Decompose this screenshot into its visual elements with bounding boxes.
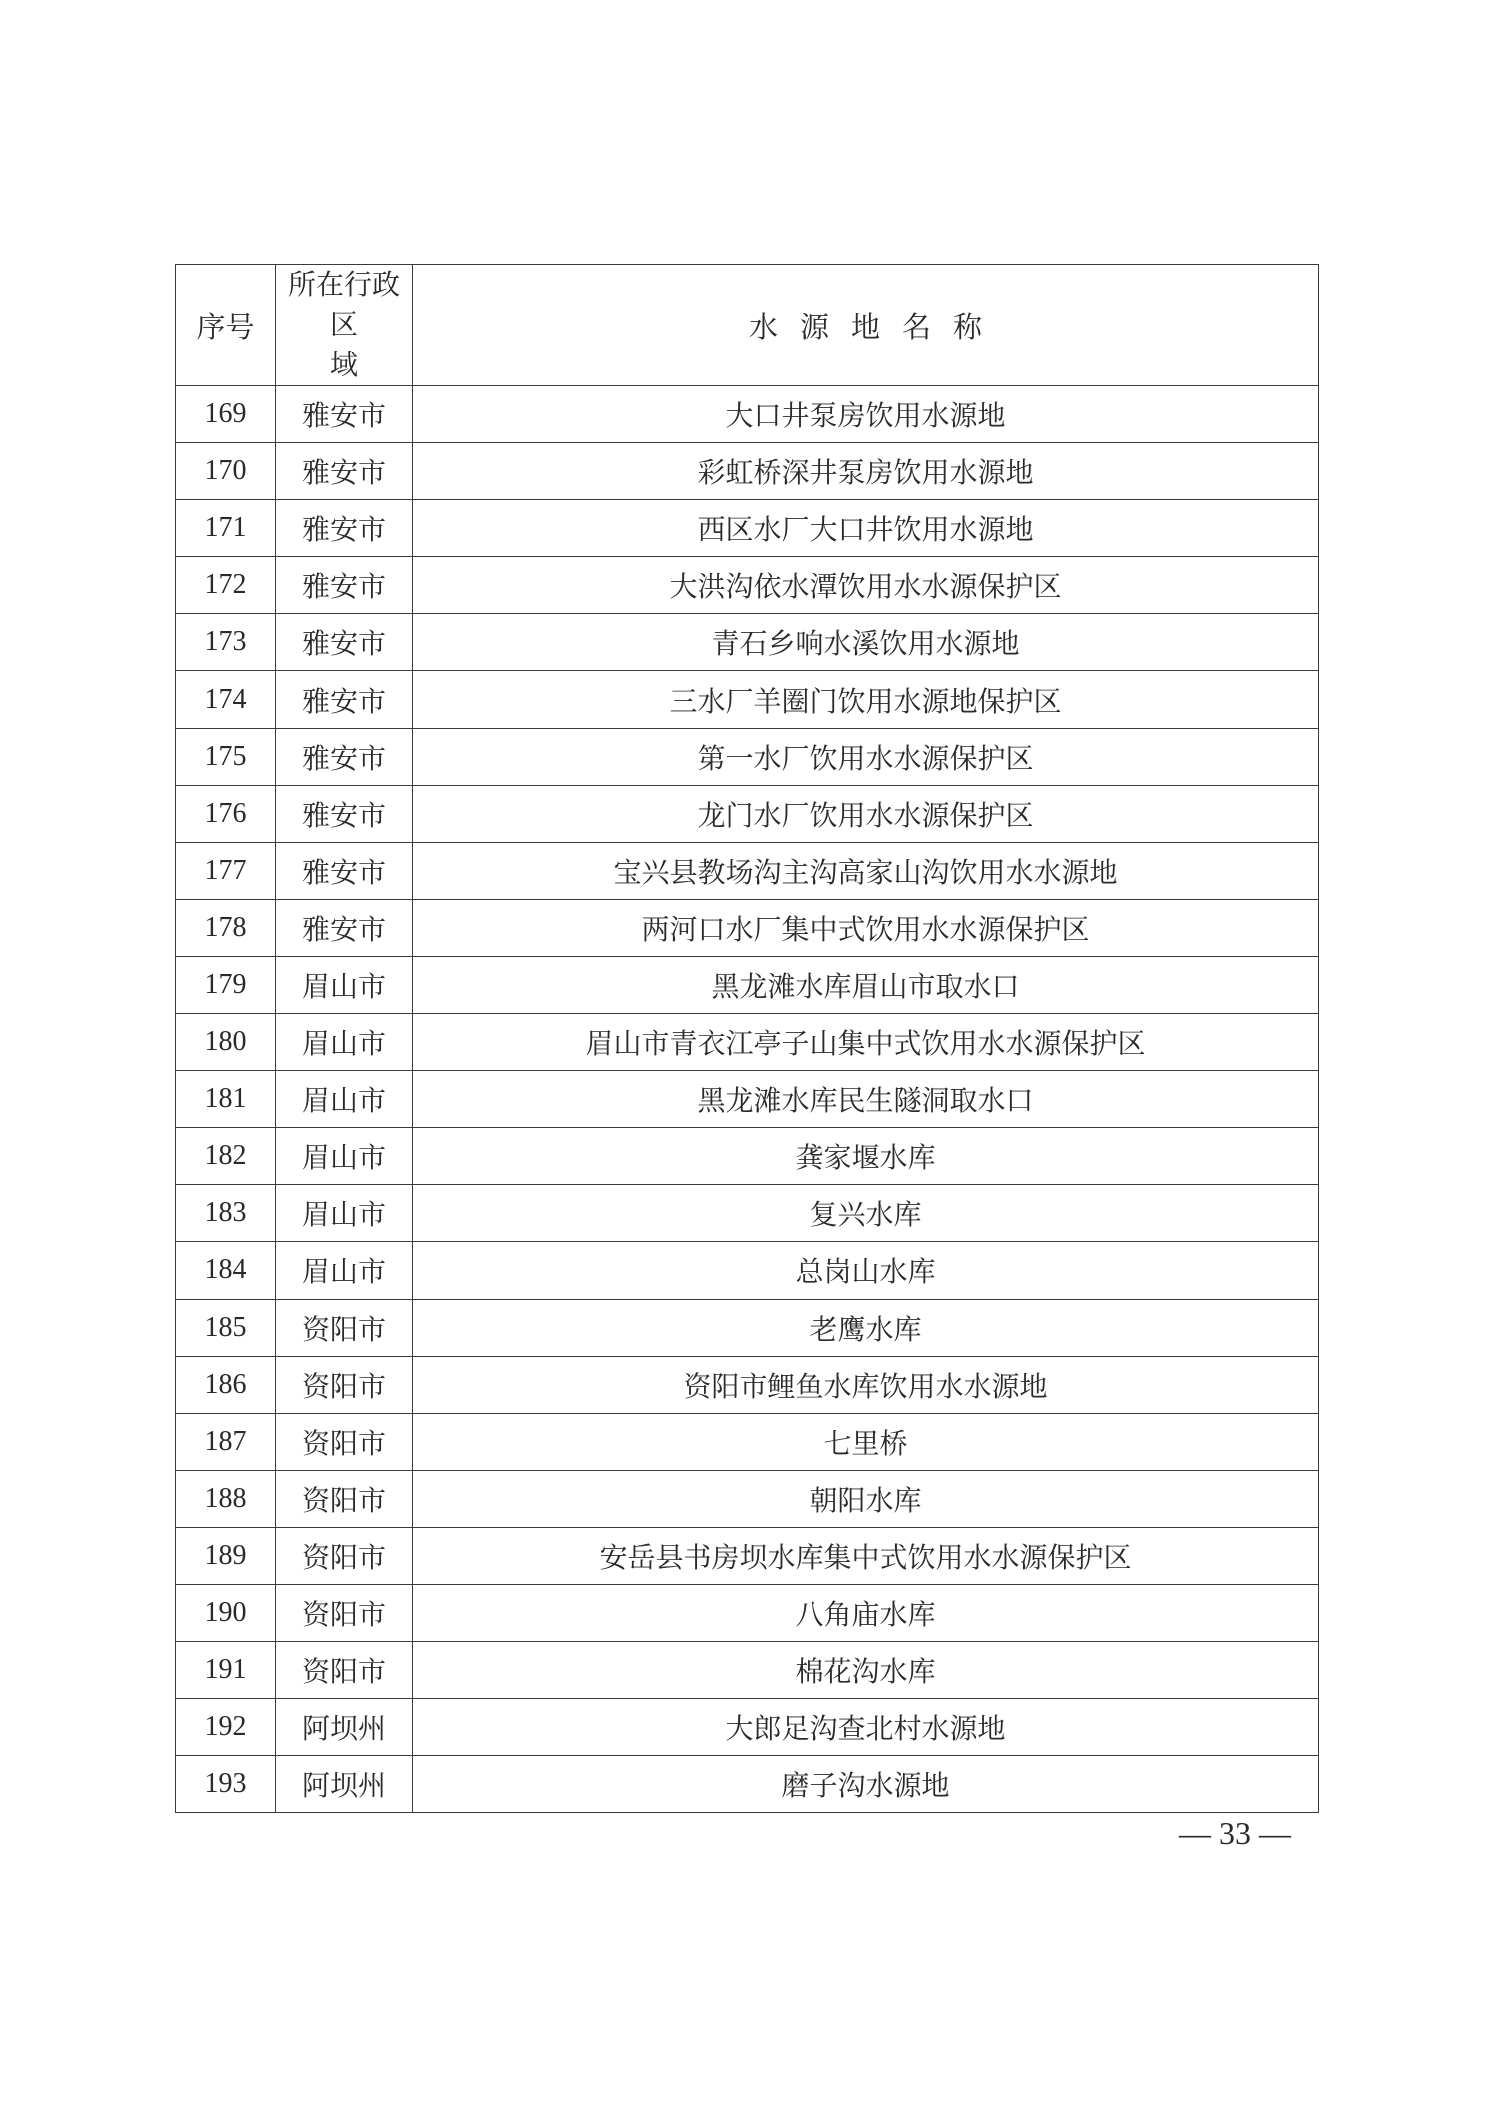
row-source-name: 总岗山水库	[413, 1242, 1319, 1299]
table-row	[176, 1299, 1319, 1356]
row-region: 眉山市	[276, 1185, 413, 1242]
row-number: 171	[176, 500, 276, 557]
row-number: 193	[176, 1756, 276, 1813]
row-region: 雅安市	[276, 899, 413, 956]
row-source-name: 黑龙滩水库眉山市取水口	[413, 956, 1319, 1013]
row-source-name: 资阳市鲤鱼水库饮用水水源地	[413, 1356, 1319, 1413]
row-source-name: 宝兴县教场沟主沟高家山沟饮用水水源地	[413, 842, 1319, 899]
row-source-name: 复兴水库	[413, 1185, 1319, 1242]
table-row	[176, 899, 1319, 956]
table-row	[176, 1242, 1319, 1299]
water-source-table-wrapper	[175, 264, 1318, 1813]
row-source-name: 两河口水厂集中式饮用水水源保护区	[413, 899, 1319, 956]
row-region: 眉山市	[276, 1014, 413, 1071]
table-row	[176, 443, 1319, 500]
row-number: 191	[176, 1642, 276, 1699]
row-region: 资阳市	[276, 1470, 413, 1527]
row-number: 170	[176, 443, 276, 500]
table-row	[176, 614, 1319, 671]
row-source-name: 八角庙水库	[413, 1584, 1319, 1641]
page-number: — 33 —	[1179, 1815, 1291, 1851]
header-region	[276, 265, 413, 386]
row-region: 资阳市	[276, 1356, 413, 1413]
table-row	[176, 386, 1319, 443]
table-row	[176, 842, 1319, 899]
table-row	[176, 1413, 1319, 1470]
row-number: 188	[176, 1470, 276, 1527]
table-row	[176, 671, 1319, 728]
row-source-name: 三水厂羊圈门饮用水源地保护区	[413, 671, 1319, 728]
row-region: 雅安市	[276, 728, 413, 785]
row-number: 187	[176, 1413, 276, 1470]
table-row	[176, 500, 1319, 557]
row-source-name: 彩虹桥深井泵房饮用水源地	[413, 443, 1319, 500]
row-number: 176	[176, 785, 276, 842]
table-body	[176, 386, 1319, 1813]
row-region: 资阳市	[276, 1527, 413, 1584]
header-name: 水源地名称	[413, 265, 1319, 386]
table-row	[176, 1584, 1319, 1641]
row-number: 190	[176, 1584, 276, 1641]
row-source-name: 第一水厂饮用水水源保护区	[413, 728, 1319, 785]
row-region: 资阳市	[276, 1584, 413, 1641]
row-region: 资阳市	[276, 1642, 413, 1699]
table-header-row	[176, 265, 1319, 386]
row-source-name: 老鹰水库	[413, 1299, 1319, 1356]
row-number: 175	[176, 728, 276, 785]
row-region: 眉山市	[276, 1071, 413, 1128]
header-number: 序号	[176, 265, 276, 386]
row-source-name: 磨子沟水源地	[413, 1756, 1319, 1813]
header-region-line2: 区域	[329, 308, 406, 381]
row-number: 169	[176, 386, 276, 443]
row-source-name: 青石乡响水溪饮用水源地	[413, 614, 1319, 671]
row-number: 185	[176, 1299, 276, 1356]
row-number: 183	[176, 1185, 276, 1242]
row-number: 172	[176, 557, 276, 614]
table-row	[176, 557, 1319, 614]
row-region: 雅安市	[276, 671, 413, 728]
row-number: 181	[176, 1071, 276, 1128]
row-source-name: 朝阳水库	[413, 1470, 1319, 1527]
row-region: 雅安市	[276, 614, 413, 671]
row-source-name: 黑龙滩水库民生隧洞取水口	[413, 1071, 1319, 1128]
table-row	[176, 956, 1319, 1013]
row-number: 173	[176, 614, 276, 671]
row-region: 雅安市	[276, 557, 413, 614]
row-region: 阿坝州	[276, 1756, 413, 1813]
row-source-name: 西区水厂大口井饮用水源地	[413, 500, 1319, 557]
row-source-name: 眉山市青衣江亭子山集中式饮用水水源保护区	[413, 1014, 1319, 1071]
row-number: 192	[176, 1699, 276, 1756]
header-region-line1: 所在行政	[287, 268, 400, 301]
row-number: 186	[176, 1356, 276, 1413]
table-row	[176, 1642, 1319, 1699]
row-number: 180	[176, 1014, 276, 1071]
row-source-name: 七里桥	[413, 1413, 1319, 1470]
row-source-name: 大口井泵房饮用水源地	[413, 386, 1319, 443]
table-row	[176, 1470, 1319, 1527]
table-row	[176, 1071, 1319, 1128]
table-row	[176, 1756, 1319, 1813]
table-row	[176, 1356, 1319, 1413]
row-number: 189	[176, 1527, 276, 1584]
row-source-name: 龚家堰水库	[413, 1128, 1319, 1185]
row-number: 177	[176, 842, 276, 899]
table-row	[176, 1014, 1319, 1071]
table-row	[176, 1128, 1319, 1185]
row-source-name: 大洪沟依水潭饮用水水源保护区	[413, 557, 1319, 614]
row-source-name: 大郎足沟查北村水源地	[413, 1699, 1319, 1756]
row-region: 眉山市	[276, 1128, 413, 1185]
row-region: 雅安市	[276, 386, 413, 443]
row-region: 雅安市	[276, 443, 413, 500]
row-source-name: 棉花沟水库	[413, 1642, 1319, 1699]
row-region: 阿坝州	[276, 1699, 413, 1756]
row-region: 雅安市	[276, 500, 413, 557]
row-region: 雅安市	[276, 785, 413, 842]
row-source-name: 龙门水厂饮用水水源保护区	[413, 785, 1319, 842]
row-region: 资阳市	[276, 1299, 413, 1356]
row-number: 174	[176, 671, 276, 728]
row-region: 资阳市	[276, 1413, 413, 1470]
row-source-name: 安岳县书房坝水库集中式饮用水水源保护区	[413, 1527, 1319, 1584]
row-region: 眉山市	[276, 956, 413, 1013]
water-source-table	[175, 264, 1319, 1813]
table-row	[176, 1527, 1319, 1584]
table-row	[176, 1699, 1319, 1756]
row-region: 雅安市	[276, 842, 413, 899]
table-row	[176, 728, 1319, 785]
row-region: 眉山市	[276, 1242, 413, 1299]
row-number: 178	[176, 899, 276, 956]
row-number: 179	[176, 956, 276, 1013]
table-row	[176, 785, 1319, 842]
row-number: 184	[176, 1242, 276, 1299]
row-number: 182	[176, 1128, 276, 1185]
table-row	[176, 1185, 1319, 1242]
